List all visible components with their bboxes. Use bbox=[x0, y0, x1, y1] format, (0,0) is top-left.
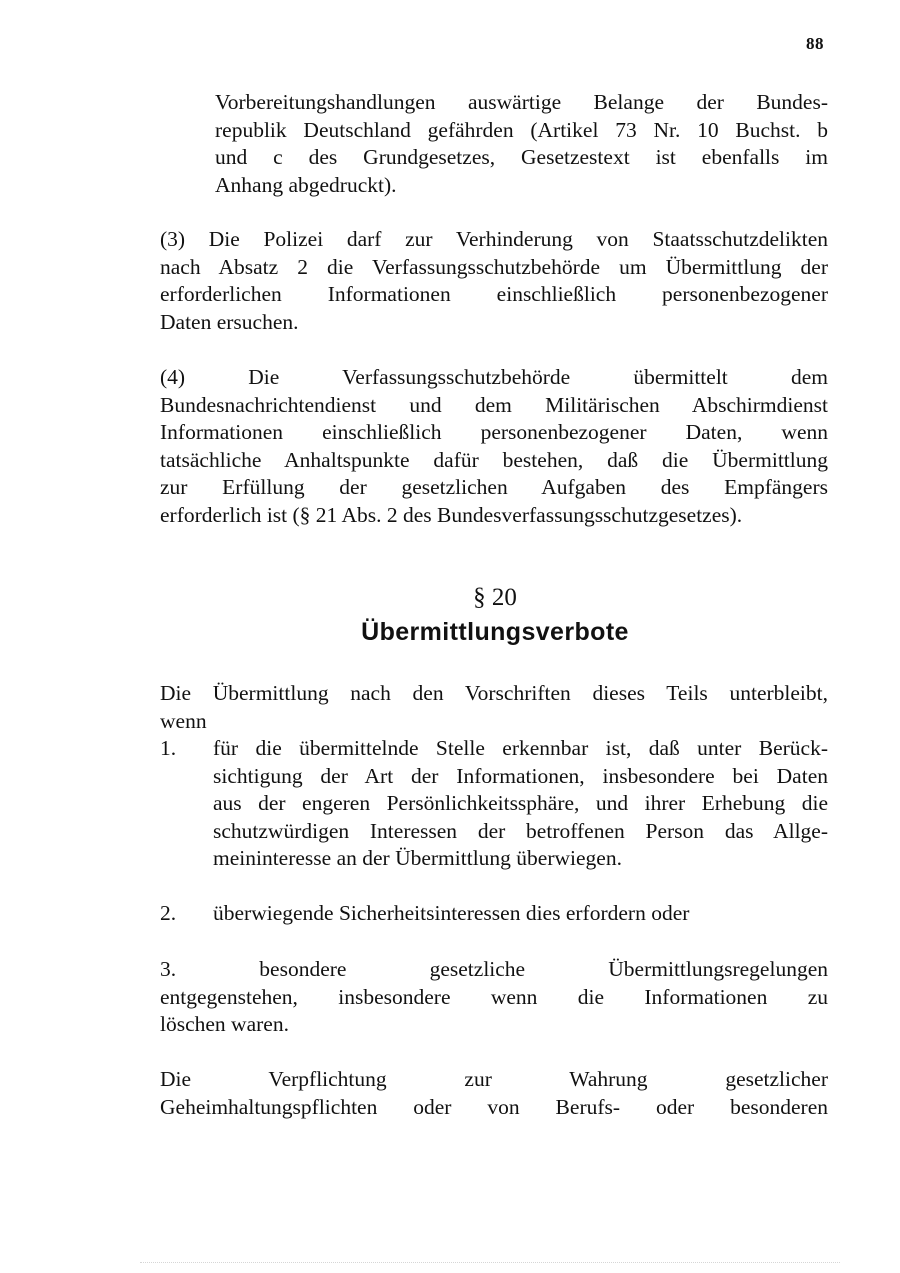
text-line: tatsächliche Anhaltspunkte dafür bestehen, daß die Übermittlung bbox=[160, 447, 828, 472]
list-number: 1. bbox=[160, 736, 177, 760]
page-number: 88 bbox=[806, 34, 824, 53]
closing-paragraph bbox=[160, 1066, 828, 1121]
text-line: nach Absatz 2 die Verfassungsschutzbehörde um Übermittlung der bbox=[160, 254, 828, 279]
text-line: Die Übermittlung nach den Vorschriften dieses Teils unterbleibt, bbox=[160, 681, 828, 705]
text-line: Daten ersuchen. bbox=[160, 309, 299, 334]
text-line: Geheimhaltungspflichten oder von Berufs- oder besonderen bbox=[160, 1094, 828, 1119]
paragraph-4 bbox=[160, 364, 828, 529]
text-line: erforderlich ist (§ 21 Abs. 2 des Bundesverfassungsschutzgesetzes). bbox=[160, 502, 743, 527]
list-item-3 bbox=[160, 956, 828, 1039]
section-title: Übermittlungsverbote bbox=[361, 618, 629, 646]
text-line: löschen waren. bbox=[160, 1012, 289, 1036]
text-line: 3. besondere gesetzliche Übermittlungsregelungen bbox=[160, 957, 828, 981]
text-line: für die übermittelnde Stelle erkennbar ist, daß unter Berück- bbox=[213, 736, 828, 760]
scan-noise-divider bbox=[140, 1262, 840, 1265]
list-number: 2. bbox=[160, 901, 177, 925]
text-line: entgegenstehen, insbesondere wenn die Informationen zu bbox=[160, 984, 828, 1009]
text-line: republik Deutschland gefährden (Artikel 73 Nr. 10 Buchst. b bbox=[215, 117, 828, 142]
text-line: zur Erfüllung der gesetzlichen Aufgaben des Empfängers bbox=[160, 475, 828, 499]
text-line: aus der engeren Persönlichkeitssphäre, und ihrer Erhebung die bbox=[213, 791, 828, 815]
list-item-body: überwiegende Sicherheitsinteressen dies erfordern oder bbox=[213, 901, 690, 925]
list-item-body bbox=[213, 735, 828, 873]
intro-paragraph bbox=[160, 680, 828, 735]
text-line: Vorbereitungshandlungen auswärtige Belange der Bundes- bbox=[215, 90, 828, 114]
text-line: Informationen einschließlich personenbezogener Daten, wenn bbox=[160, 420, 828, 444]
text-line: (4) Die Verfassungsschutzbehörde übermittelt dem bbox=[160, 365, 828, 389]
continuation-paragraph bbox=[215, 89, 828, 199]
text-line: wenn bbox=[160, 708, 207, 733]
text-line: Die Verpflichtung zur Wahrung gesetzlicher bbox=[160, 1067, 828, 1091]
section-number: § 20 bbox=[473, 584, 517, 611]
text-line: meininteresse an der Übermittlung überwiegen. bbox=[213, 846, 622, 870]
text-line: und c des Grundgesetzes, Gesetzestext ist ebenfalls im bbox=[215, 145, 828, 169]
text-line: schutzwürdigen Interessen der betroffenen Person das Allge- bbox=[213, 818, 828, 843]
text-line: erforderlichen Informationen einschließlich personenbezogener bbox=[160, 282, 828, 306]
text-line: sichtigung der Art der Informationen, insbesondere bei Daten bbox=[213, 763, 828, 788]
paragraph-3 bbox=[160, 226, 828, 336]
text-line: Anhang abgedruckt). bbox=[215, 172, 397, 197]
text-line: Bundesnachrichtendienst und dem Militärischen Abschirmdienst bbox=[160, 392, 828, 417]
text-line: (3) Die Polizei darf zur Verhinderung von Staatsschutzdelikten bbox=[160, 227, 828, 251]
